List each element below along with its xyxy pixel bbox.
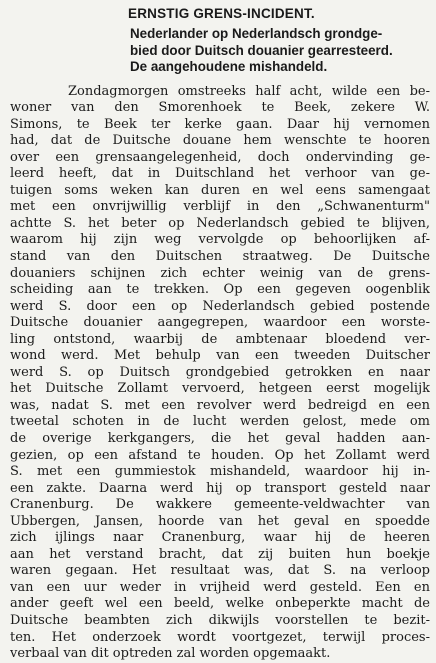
- article-line: gezien, op een afstand te houden. Op het Zollamt werd: [10, 447, 430, 463]
- article-line: zich ijlings naar Cranenburg, waar hij de heeren: [10, 530, 430, 546]
- article-line: Ubbergen, Jansen, hoorde van het geval en spoedde: [10, 513, 430, 529]
- headline: ERNSTIG GRENS-INCIDENT.: [128, 6, 315, 21]
- article-line: waarom hij zijn weg vervolgde op behoorlijken af-: [10, 232, 430, 248]
- article-line: ander geeft wel een beeld, welke onbeperkte macht de: [10, 596, 430, 612]
- article-line: werd S. door een op Nederlandsch gebied postende: [10, 298, 430, 314]
- article-line: ling ontstond, waarbij de ambtenaar bloedend ver-: [10, 331, 430, 347]
- article-line: woner van den Smorenhoek te Beek, zekere W.: [10, 100, 430, 116]
- article-line: met een onvrijwillig verblijf in den „Schwanenturm": [10, 199, 430, 215]
- article-line: Zondagmorgen omstreeks half acht, wilde een be-: [68, 83, 430, 99]
- article-line: Simons, te Beek ter kerke gaan. Daar hij vernomen: [10, 116, 430, 132]
- article-line: het Duitsche Zollamt vervoerd, hetgeen eerst mogelijk: [10, 381, 430, 397]
- article-line: stand van den Duitschen straatweg. De Duitsche: [10, 248, 430, 264]
- article-line: tweetal schoten in de lucht werden gelost, mede om: [10, 414, 430, 430]
- subhead-line-2: bied door Duitsch douanier gearresteerd.: [130, 42, 393, 58]
- article-line: Duitsche beambten zich dikwijls voorstellen te bezit-: [10, 613, 430, 628]
- article-line: leerd heeft, dat in Duitschland het verhoor van ge-: [10, 166, 430, 182]
- article-line: scheiding aan te trekken. Op een gegeven oogenblik: [10, 282, 430, 298]
- article-line: van een uur weder in vrijheid werd gesteld. Een en: [10, 579, 430, 595]
- article-line: werd S. op Duitsch grondgebied getrokken en naar: [10, 364, 430, 380]
- article-body: [10, 84, 430, 663]
- article-line: ten. Het onderzoek wordt voortgezet, terwijl proces-: [10, 629, 430, 645]
- article-line: S. met een gummiestok mishandeld, waardoor hij in-: [10, 464, 430, 480]
- article-line: achtte S. het beter op Nederlandsch gebied te blijven,: [10, 215, 430, 231]
- article-line: waren gegaan. Het resultaat was, dat S. na verloop: [10, 563, 430, 579]
- article-line: had, dat de Duitsche douane hem wenschte te hooren: [10, 133, 430, 149]
- article-line: aan het verstand bracht, dat zij buiten hun boekje: [10, 546, 430, 562]
- article-line: wond werd. Met behulp van een tweeden Duitscher: [10, 348, 430, 364]
- article-line: over een grensaangelegenheid, doch ondervinding ge-: [10, 149, 430, 165]
- article-line: douaniers schijnen zich echter weinig van de grens-: [10, 265, 430, 281]
- subhead-line-3: De aangehoudene mishandeld.: [130, 59, 328, 74]
- article-line: een zakte. Daarna werd hij op transport gesteld naar: [10, 480, 430, 496]
- article-line: was, nadat S. met een revolver werd bedreigd en een: [10, 397, 430, 413]
- article-line: verbaal van dit optreden zal worden opgemaakt.: [10, 646, 331, 662]
- article-line: tuigen soms weken kan duren en wel eens samengaat: [10, 182, 430, 198]
- article-line: Duitsche douanier aangegrepen, waardoor een worste-: [10, 315, 430, 331]
- subhead-line-1: Nederlander op Nederlandsch grondge-: [130, 26, 383, 41]
- article-line: de overige kerkgangers, die het geval hadden aan-: [10, 430, 430, 446]
- article-line: Cranenburg. De wakkere gemeente-veldwachter van: [10, 497, 430, 513]
